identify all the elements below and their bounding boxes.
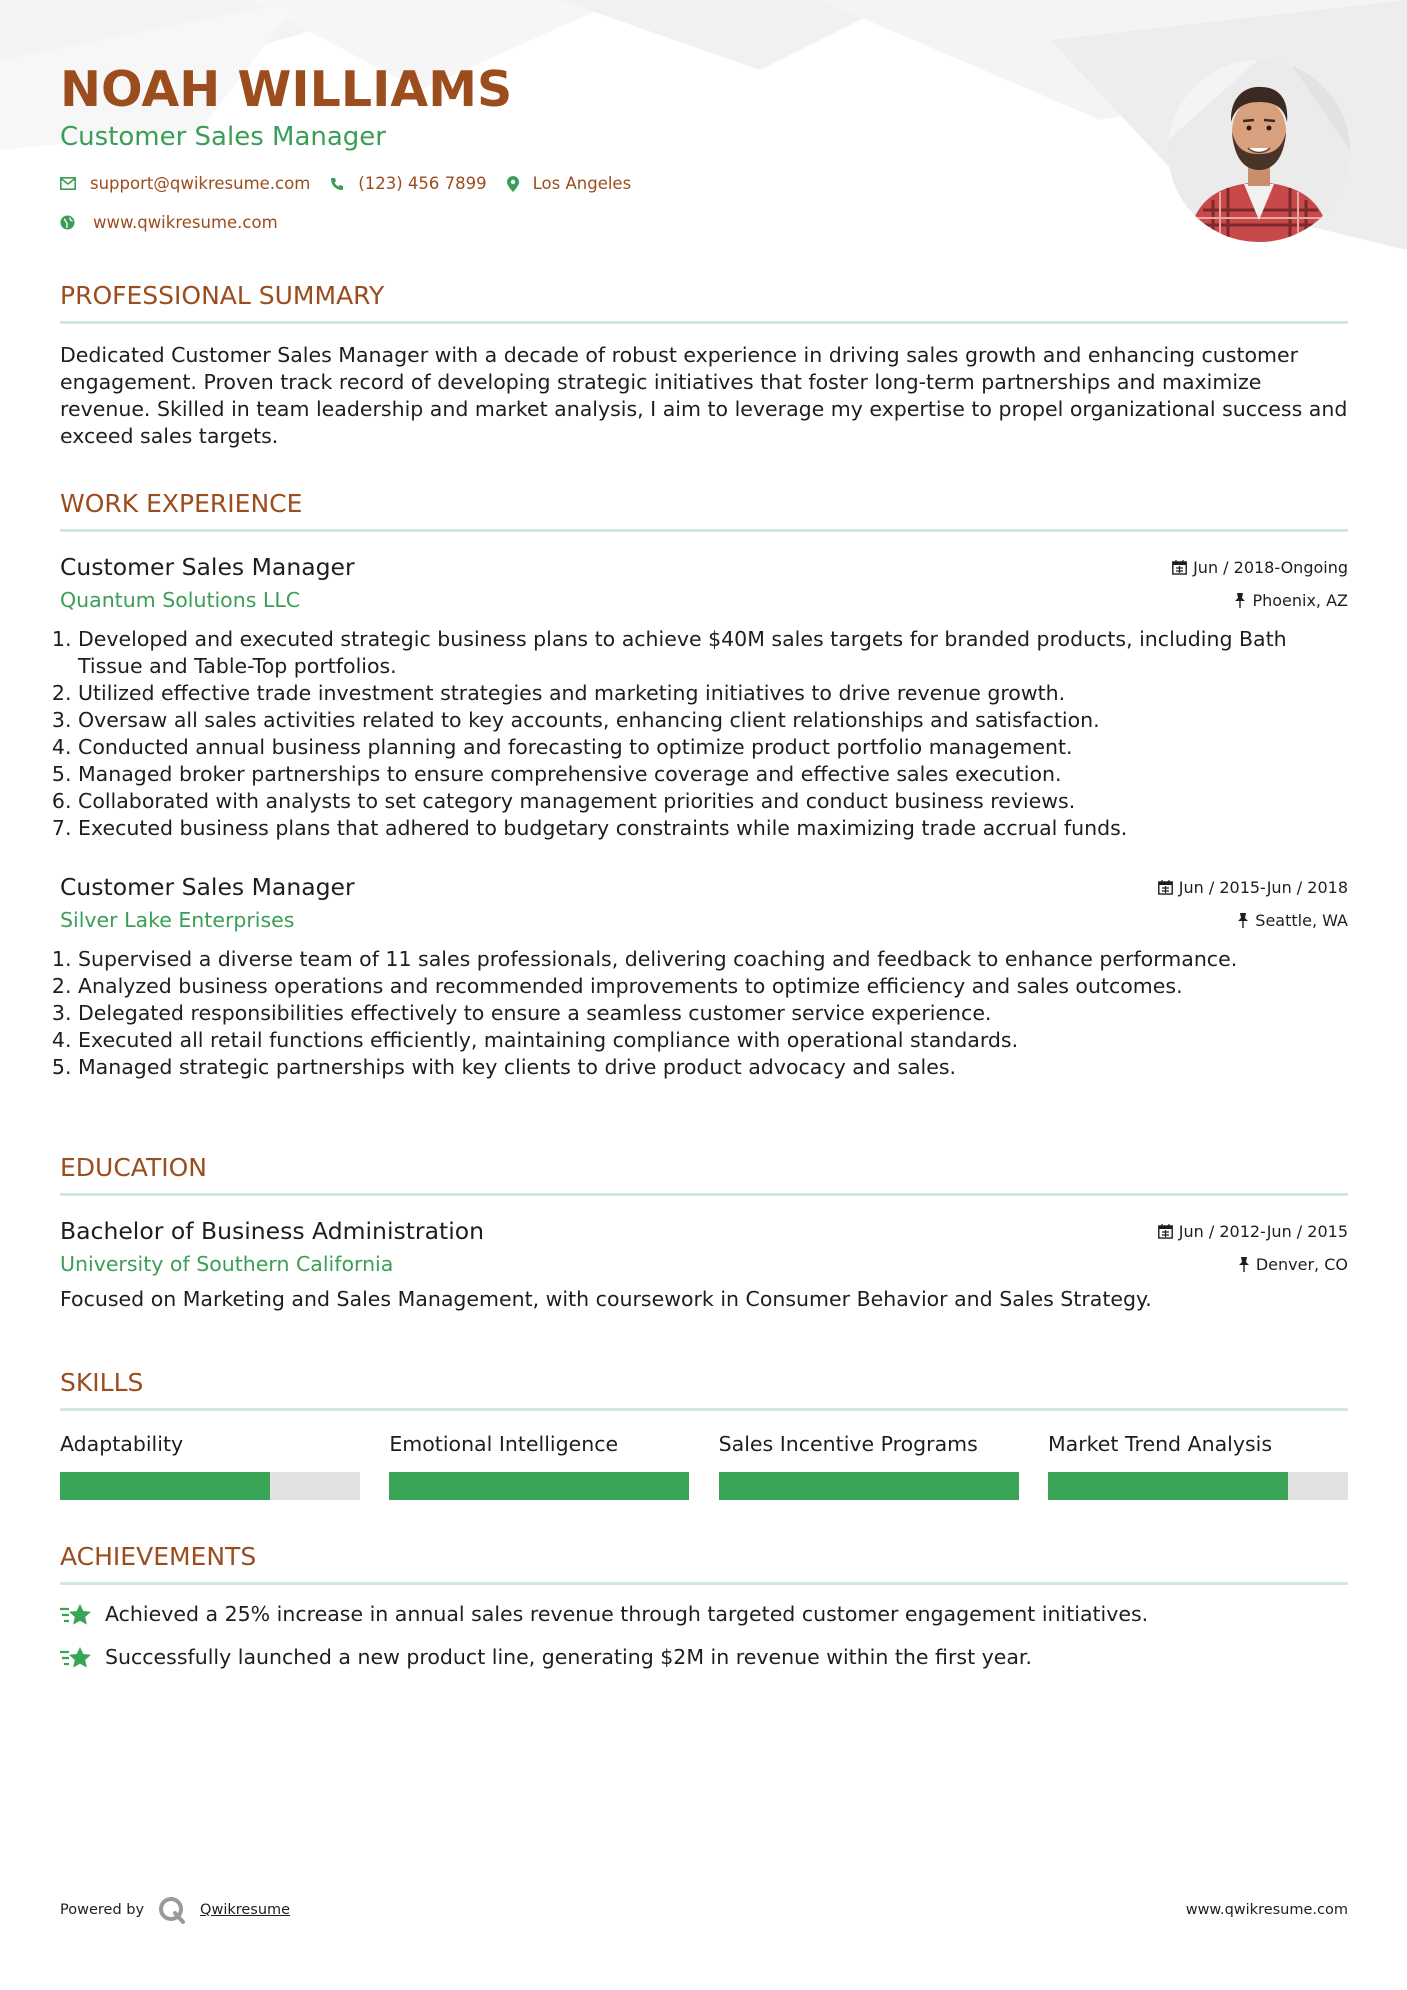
company-name: Silver Lake Enterprises: [60, 908, 295, 932]
calendar-icon: [1172, 560, 1187, 575]
resume-header: [60, 58, 1150, 232]
calendar-icon: [1158, 880, 1173, 895]
achievement-text: Successfully launched a new product line, generating $2M in revenue within the first year.: [105, 1645, 1032, 1669]
skills-section: [60, 1367, 1348, 1500]
envelope-icon: [60, 177, 76, 190]
list-item: 4. Executed all retail functions efficiently, maintaining compliance with operational standards.: [78, 1027, 1348, 1054]
list-item: 3. Delegated responsibilities effectively to ensure a seamless customer service experience.: [78, 1000, 1348, 1027]
pushpin-icon: [1234, 593, 1246, 608]
education-description: Focused on Marketing and Sales Management, with coursework in Consumer Behavior and Sales Strategy.: [60, 1287, 1152, 1311]
job-bullets: [60, 626, 1348, 842]
job-entry: [60, 552, 1348, 842]
skill-item: [1048, 1431, 1348, 1500]
job-location-text: Phoenix, AZ: [1252, 590, 1348, 610]
contact-phone[interactable]: [330, 174, 486, 193]
map-pin-icon: [507, 176, 519, 192]
skill-name: Market Trend Analysis: [1047, 1432, 1273, 1456]
list-item: 5. Managed broker partnerships to ensure comprehensive coverage and effective sales execution.: [78, 761, 1348, 788]
job-entry: [60, 872, 1348, 1081]
company-name: Quantum Solutions LLC: [60, 588, 301, 612]
avatar: [1168, 60, 1350, 242]
powered-by: [60, 1896, 290, 1924]
section-divider: [60, 321, 1348, 324]
pushpin-icon: [1238, 1257, 1250, 1272]
list-item: 1. Supervised a diverse team of 11 sales professionals, delivering coaching and feedback to enhance performance.: [78, 946, 1348, 973]
job-location: [1234, 591, 1348, 610]
job-dates-text: Jun / 2018-Ongoing: [1193, 557, 1348, 577]
experience-section: [60, 488, 1348, 1081]
skill-bar: [1048, 1472, 1348, 1500]
list-item: 2. Utilized effective trade investment strategies and marketing initiatives to drive revenue growth.: [78, 680, 1348, 707]
job-dates-text: Jun / 2015-Jun / 2018: [1178, 877, 1348, 897]
pushpin-icon: [1237, 913, 1249, 928]
school-name: University of Southern California: [60, 1252, 394, 1276]
summary-section: [60, 280, 1348, 450]
summary-heading: PROFESSIONAL SUMMARY: [60, 281, 385, 310]
skill-bar-fill: [719, 1472, 1019, 1500]
education-dates-text: Jun / 2012-Jun / 2015: [1178, 1221, 1348, 1241]
qwikresume-link[interactable]: Qwikresume: [200, 1902, 291, 1918]
list-item: 5. Managed strategic partnerships with key clients to drive product advocacy and sales.: [78, 1054, 1348, 1081]
footer: [60, 1896, 1348, 1924]
skill-item: [60, 1431, 360, 1500]
contact-website[interactable]: [60, 213, 1150, 232]
powered-by-label: Powered by: [60, 1902, 145, 1918]
globe-icon: [60, 215, 75, 230]
skill-item: [389, 1431, 689, 1500]
job-dates: [1172, 558, 1348, 577]
section-divider: [60, 529, 1348, 532]
achievement-item: [60, 1644, 1348, 1671]
skills-heading: SKILLS: [60, 1368, 144, 1397]
phone-icon: [330, 177, 344, 191]
job-title: Customer Sales Manager: [60, 873, 355, 901]
education-section: [60, 1152, 1348, 1313]
achievements-list: [60, 1601, 1348, 1671]
education-entry: [60, 1216, 1348, 1313]
location-text: Los Angeles: [532, 174, 632, 193]
skill-name: Sales Incentive Programs: [718, 1432, 978, 1456]
phone-text: (123) 456 7899: [358, 174, 487, 193]
section-divider: [60, 1582, 1348, 1585]
skill-bar-fill: [389, 1472, 689, 1500]
job-bullets: [60, 946, 1348, 1081]
achievement-text: Achieved a 25% increase in annual sales revenue through targeted customer engagement initiatives.: [105, 1602, 1149, 1626]
skill-bar: [389, 1472, 689, 1500]
section-divider: [60, 1193, 1348, 1196]
profile-photo: [1168, 60, 1350, 242]
job-dates: [1158, 878, 1348, 897]
skill-bar: [719, 1472, 1019, 1500]
list-item: 2. Analyzed business operations and recommended improvements to optimize efficiency and sales outcomes.: [78, 973, 1348, 1000]
education-location-text: Denver, CO: [1255, 1254, 1348, 1274]
education-dates: [1158, 1222, 1348, 1241]
website-text: www.qwikresume.com: [93, 213, 278, 232]
list-item: 4. Conducted annual business planning and forecasting to optimize product portfolio management.: [78, 734, 1348, 761]
calendar-icon: [1158, 1224, 1173, 1239]
contact-email[interactable]: [60, 174, 310, 193]
skill-bar-fill: [60, 1472, 270, 1500]
skill-item: [719, 1431, 1019, 1500]
email-text: support@qwikresume.com: [90, 174, 311, 193]
contact-row: [60, 174, 1150, 193]
education-location: [1238, 1255, 1348, 1274]
list-item: 7. Executed business plans that adhered to budgetary constraints while maximizing trade accrual funds.: [78, 815, 1348, 842]
achievements-heading: ACHIEVEMENTS: [60, 1542, 257, 1571]
star-icon: [60, 1645, 93, 1671]
achievement-item: [60, 1601, 1348, 1628]
job-location-text: Seattle, WA: [1255, 910, 1348, 930]
education-heading: EDUCATION: [60, 1153, 207, 1182]
list-item: 1. Developed and executed strategic business plans to achieve $40M sales targets for branded products, including Bath Tissue and Table-Top portfolios.: [78, 626, 1348, 680]
contact-location: [507, 174, 632, 193]
qwikresume-logo-icon: [158, 1896, 186, 1924]
skill-name: Adaptability: [60, 1432, 184, 1456]
job-location: [1237, 911, 1348, 930]
star-icon: [60, 1602, 93, 1628]
experience-heading: WORK EXPERIENCE: [60, 489, 303, 518]
skill-name: Emotional Intelligence: [389, 1432, 619, 1456]
candidate-title: Customer Sales Manager: [60, 122, 386, 152]
list-item: 6. Collaborated with analysts to set category management priorities and conduct business reviews.: [78, 788, 1348, 815]
list-item: 3. Oversaw all sales activities related to key accounts, enhancing client relationships and satisfaction.: [78, 707, 1348, 734]
candidate-name: NOAH WILLIAMS: [60, 61, 513, 118]
achievements-section: [60, 1541, 1348, 1671]
skill-bar-fill: [1048, 1472, 1288, 1500]
summary-text: Dedicated Customer Sales Manager with a decade of robust experience in driving sales growth and enhancing customer engagement. Proven track record of developing strategic initiatives that foster long-term partnerships and maximize revenue. Skilled in team leadership and market analysis, I aim to leverage my expertise to propel organizational success and exceed sales targets.: [60, 343, 1348, 448]
section-divider: [60, 1408, 1348, 1411]
degree-title: Bachelor of Business Administration: [60, 1217, 485, 1245]
skills-list: [60, 1431, 1348, 1500]
footer-url[interactable]: www.qwikresume.com: [1185, 1902, 1348, 1918]
skill-bar: [60, 1472, 360, 1500]
job-title: Customer Sales Manager: [60, 553, 355, 581]
